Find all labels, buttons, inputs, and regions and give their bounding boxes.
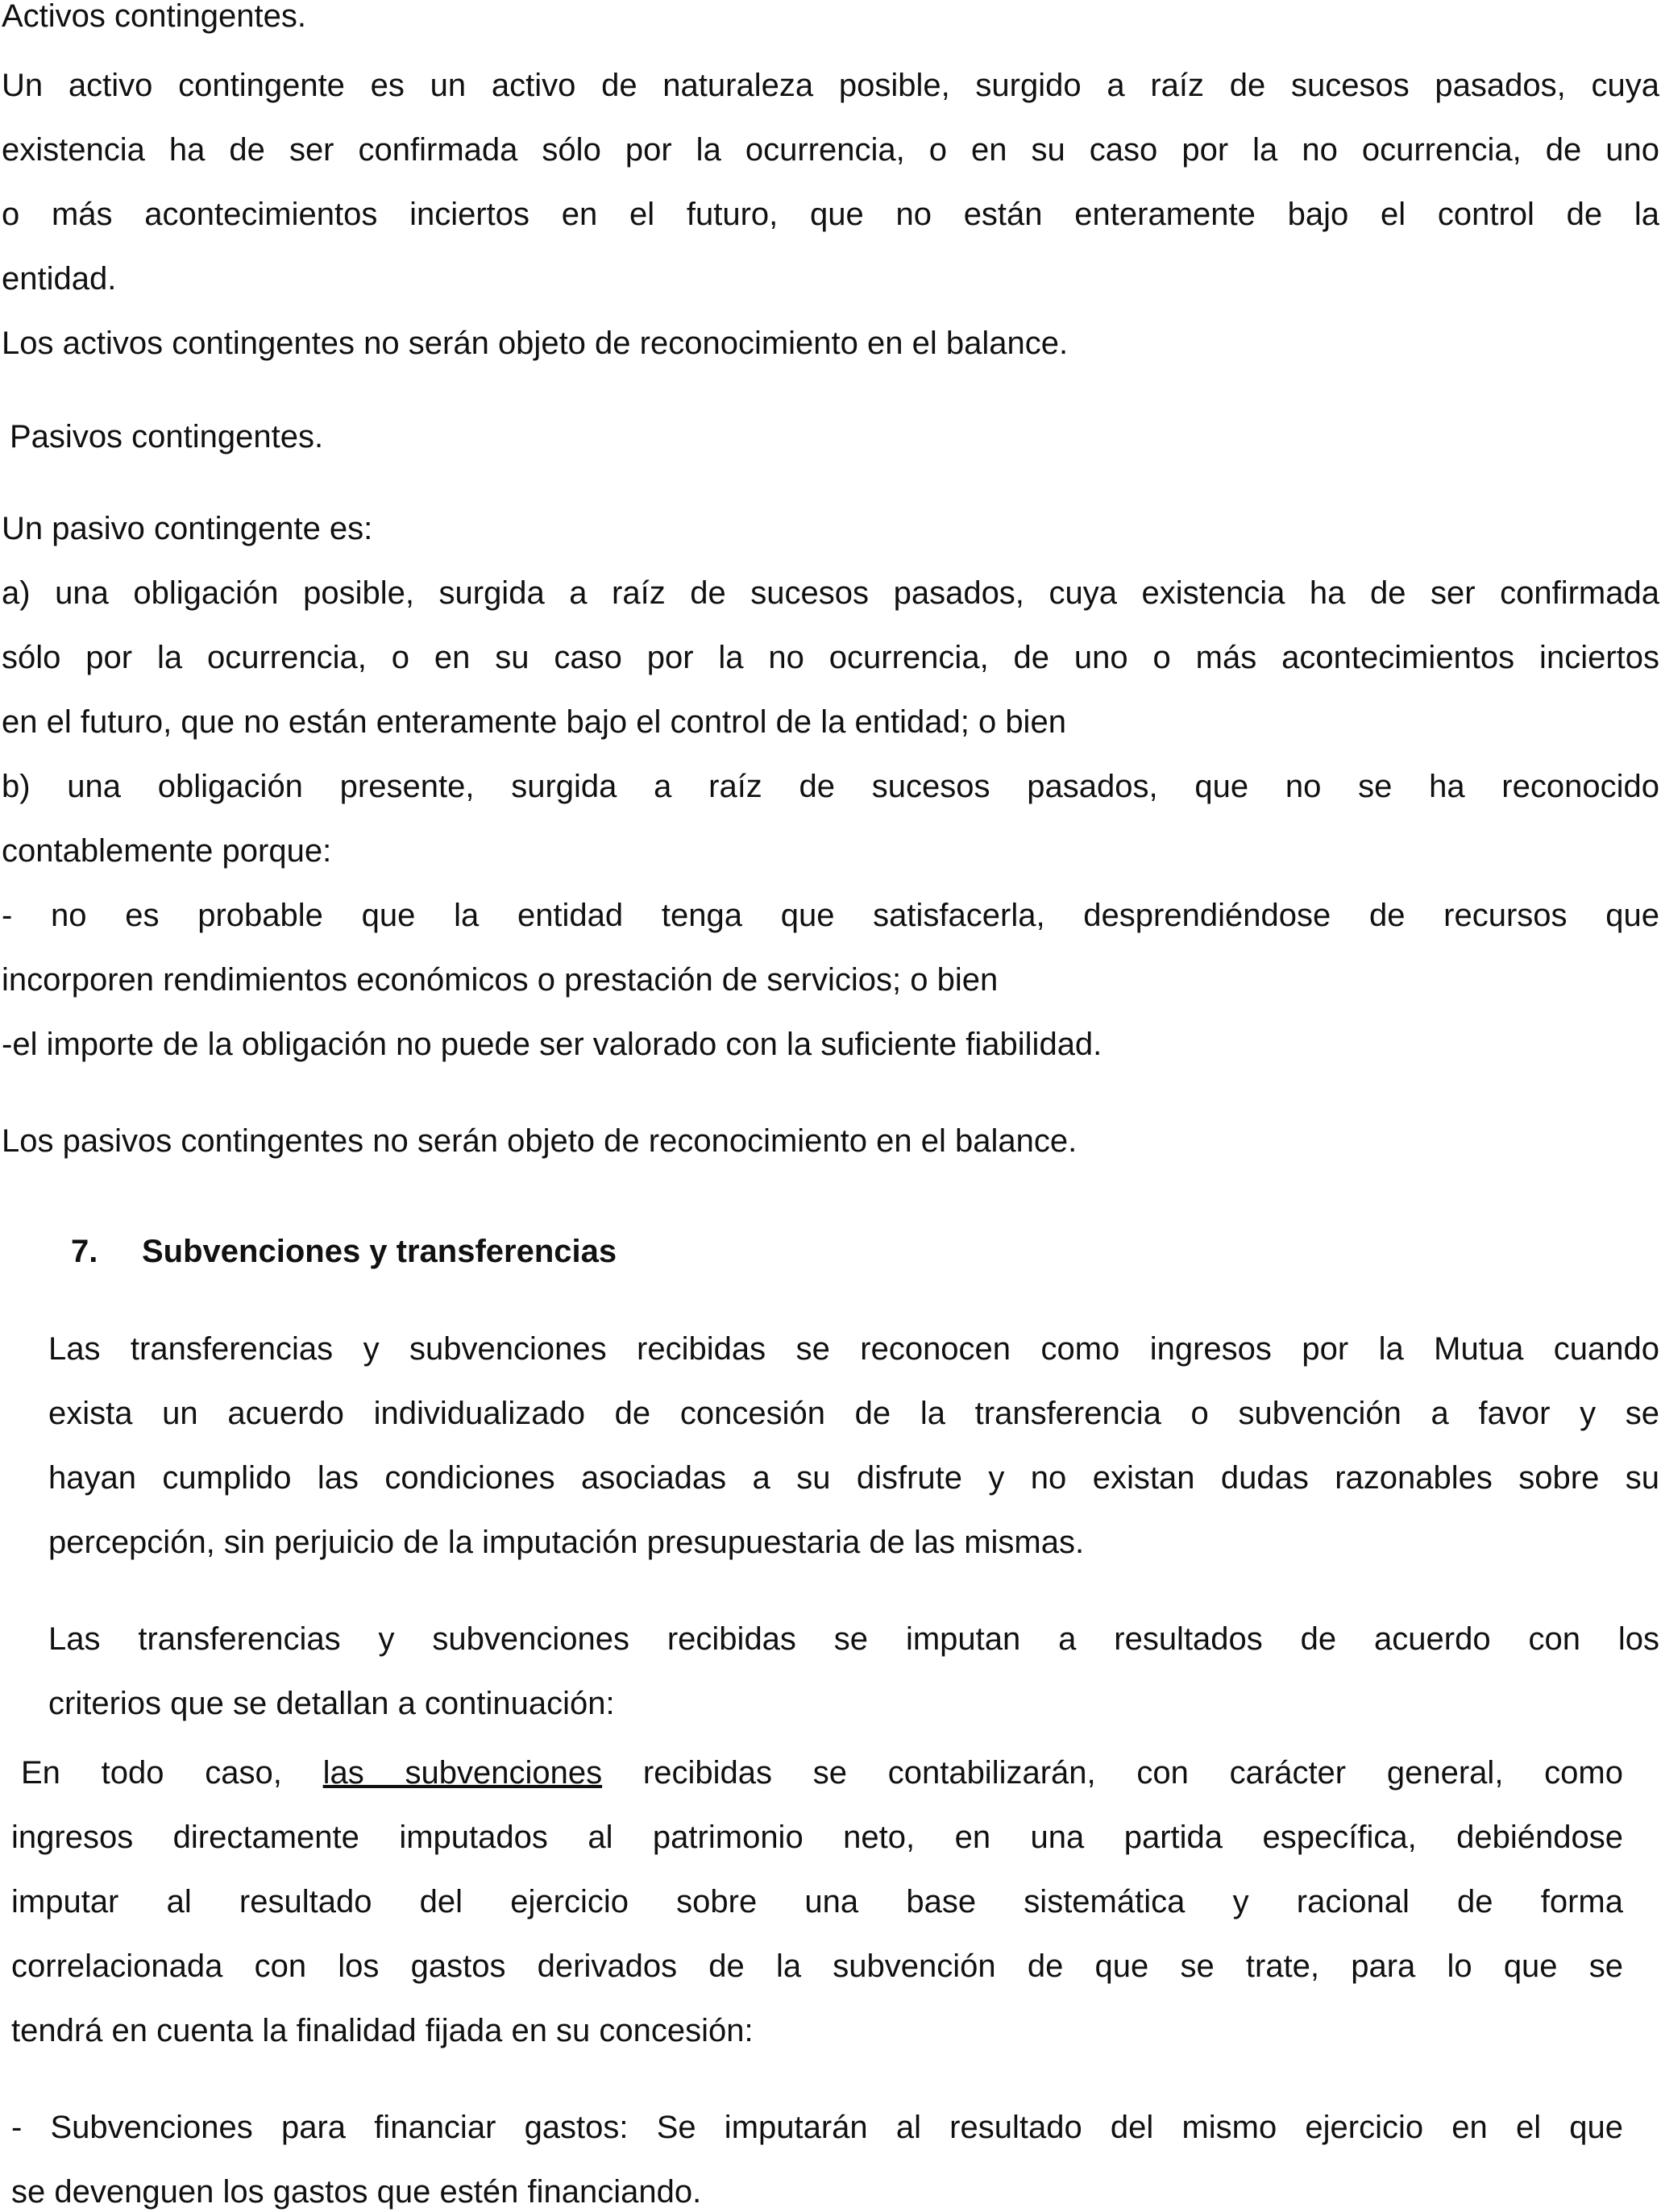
pasivos-item-b-line: contablemente porque: [2,833,332,869]
section-number: 7. [71,1234,98,1269]
section7-para4-line: se devenguen los gastos que estén financiando. [11,2174,702,2210]
para3-underlined: las subvenciones [322,1755,603,1791]
pasivos-item-a-line: a) una obligación posible, surgida a raíz de sucesos pasados, cuya existencia ha de ser confirmada [2,575,1659,611]
activos-para1-line: entidad. [2,261,117,297]
pasivos-item-a-line: sólo por la ocurrencia, o en su caso por la no ocurrencia, de uno o más acontecimientos inciertos [2,640,1659,675]
section7-para3-line: tendrá en cuenta la finalidad fijada en su concesión: [11,2013,754,2048]
pasivos-dash1-line: incorporen rendimientos económicos o prestación de servicios; o bien [2,962,999,998]
pasivos-dash1-line: - no es probable que la entidad tenga que satisfacerla, desprendiéndose de recursos que [2,898,1659,933]
pasivos-intro: Un pasivo contingente es: [2,511,373,546]
para3-prefix: En todo caso, [21,1755,282,1791]
section7-para1-line: hayan cumplido las condiciones asociadas a su disfrute y no existan dudas razonables sobre su [48,1460,1659,1496]
section7-para3-first-line [21,1757,1623,1789]
section7-para4-line: - Subvenciones para financiar gastos: Se imputarán al resultado del mismo ejercicio en el que [11,2110,1623,2145]
section7-para3-line: imputar al resultado del ejercicio sobre una base sistemática y racional de forma [11,1884,1623,1919]
pasivos-title: Pasivos contingentes. [10,419,324,454]
section7-para3-line: ingresos directamente imputados al patrimonio neto, en una partida específica, debiéndose [11,1820,1623,1855]
pasivos-closing: Los pasivos contingentes no serán objeto de reconocimiento en el balance. [2,1123,1078,1159]
pasivos-item-b-line: b) una obligación presente, surgida a raíz de sucesos pasados, que no se ha reconocido [2,769,1659,804]
activos-title: Activos contingentes. [2,0,306,34]
activos-para1-line: Un activo contingente es un activo de naturaleza posible, surgido a raíz de sucesos pasados, cuya [2,68,1659,103]
section7-para2-line: Las transferencias y subvenciones recibidas se imputan a resultados de acuerdo con los [48,1621,1659,1657]
para3-suffix: recibidas se contabilizarán, con carácter general, como [642,1755,1623,1791]
section7-para1-line: exista un acuerdo individualizado de concesión de la transferencia o subvención a favor y se [48,1396,1659,1431]
activos-para1-line: o más acontecimientos inciertos en el futuro, que no están enteramente bajo el control de la [2,197,1659,232]
section7-para2-line: criterios que se detallan a continuación: [48,1686,615,1721]
pasivos-dash2: -el importe de la obligación no puede ser valorado con la suficiente fiabilidad. [2,1027,1102,1062]
pasivos-item-a-line: en el futuro, que no están enteramente bajo el control de la entidad; o bien [2,704,1066,740]
section7-para1-line: Las transferencias y subvenciones recibidas se reconocen como ingresos por la Mutua cuando [48,1331,1659,1367]
section-title: Subvenciones y transferencias [142,1234,617,1269]
section7-para3-line: correlacionada con los gastos derivados de la subvención de que se trate, para lo que se [11,1948,1623,1984]
activos-para1-line: existencia ha de ser confirmada sólo por la ocurrencia, o en su caso por la no ocurrencia, de uno [2,132,1659,168]
activos-para2: Los activos contingentes no serán objeto de reconocimiento en el balance. [2,326,1069,361]
section7-para1-line: percepción, sin perjuicio de la imputación presupuestaria de las mismas. [48,1525,1085,1560]
